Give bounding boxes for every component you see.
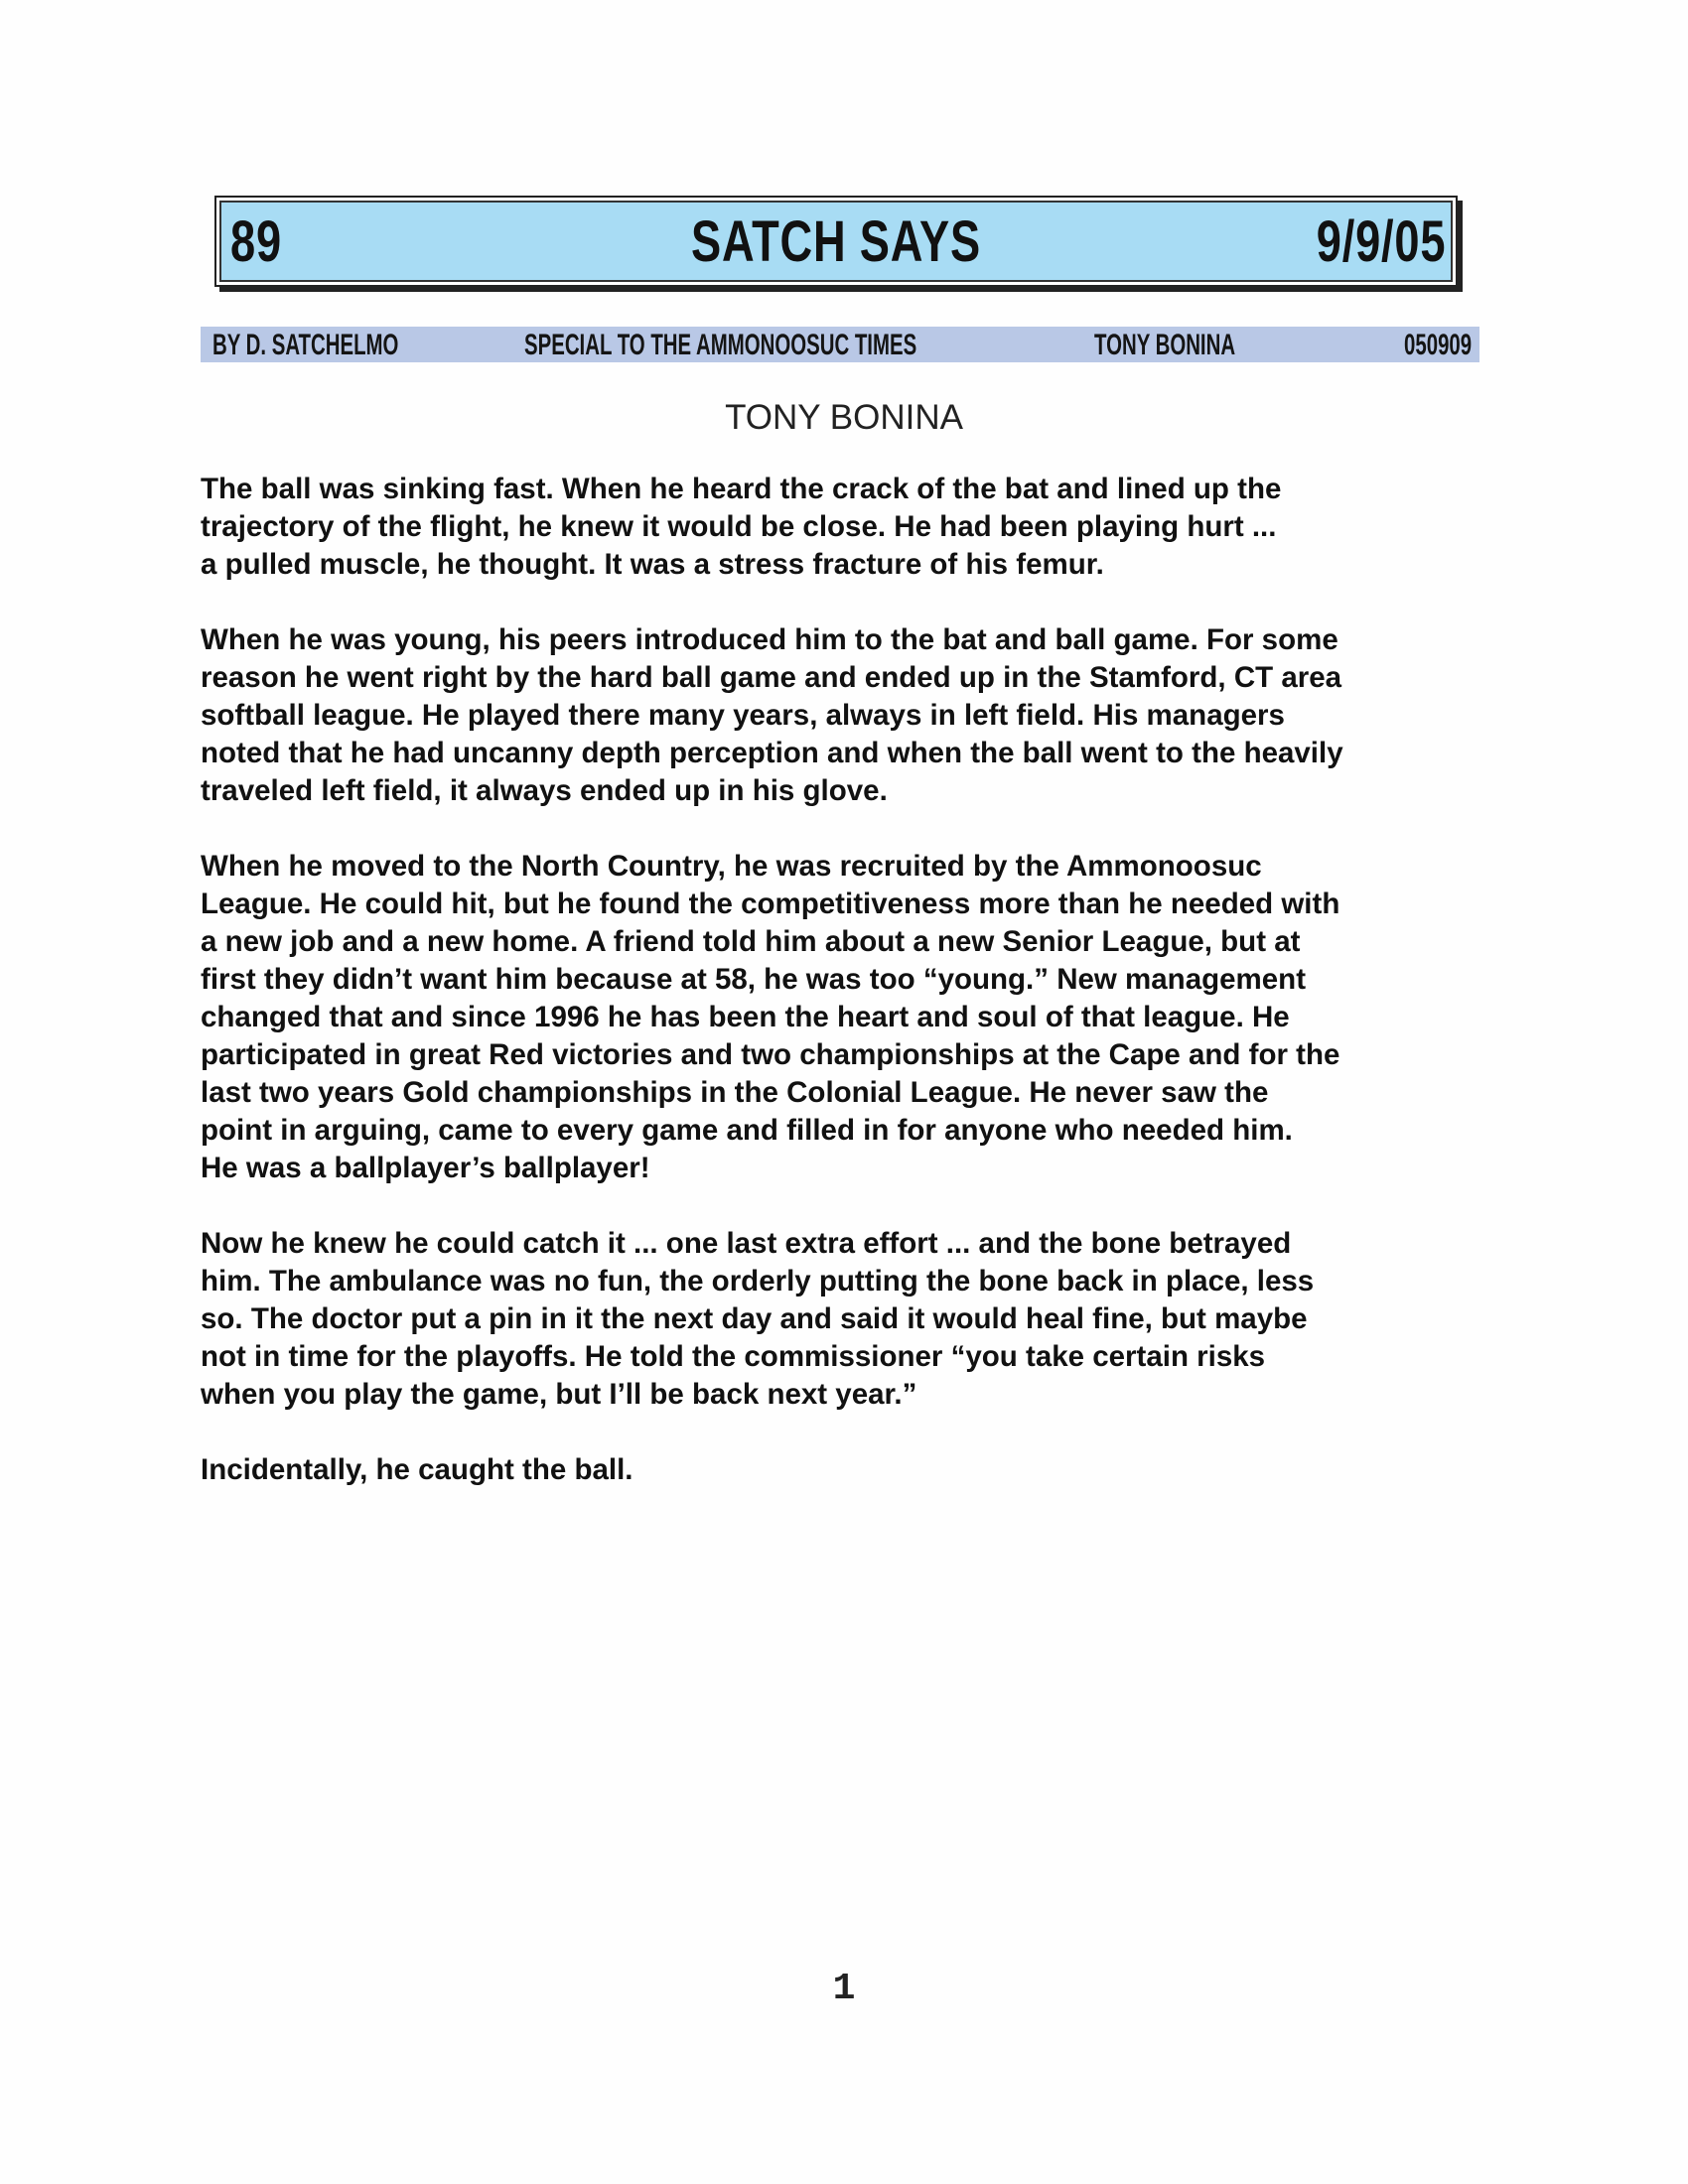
column-number: 89 — [230, 209, 282, 274]
byline-subject: TONY BONINA — [1094, 329, 1236, 361]
article-paragraph: Now he knew he could catch it ... one last extra effort ... and the bone betrayed him. The ambulance was no fun, the orderly putting the bone back in place, less so. The doctor put a pin in it the next day and said it would heal fine, but maybe not in time for the playoffs. He told the commissioner “you take certain risks when you play the game, but I’ll be back next year.” — [201, 1227, 1315, 1411]
article-paragraph: Incidentally, he caught the ball. — [201, 1453, 633, 1486]
column-title-banner — [214, 196, 1458, 287]
article-paragraph: When he moved to the North Country, he was recruited by the Ammonoosuc League. He could hit, but he found the competitiveness more than he needed with a new job and a new home. A friend told him about a new Senior League, but at first they didn’t want him because at 58, he was too “young.” New management changed that and since 1996 he has been the heart and soul of that league. He participated in great Red victories and two championships at the Cape and for the last two years Gold championships in the Colonial League. He never saw the point in arguing, came to every game and filled in for anyone who needed him. He was a ballplayer’s ballplayer! — [201, 850, 1340, 1184]
byline-publication: SPECIAL TO THE AMMONOOSUC TIMES — [524, 329, 917, 361]
article-body — [201, 471, 1491, 1527]
article-paragraph: When he was young, his peers introduced him to the bat and ball game. For some reason he went right by the hard ball game and ended up in the Stamford, CT area softball league. He played there many years, always in left field. His managers noted that he had uncanny depth perception and when the ball went to the heavily traveled left field, it always ended up in his glove. — [201, 623, 1343, 807]
article-heading: TONY BONINA — [725, 398, 963, 437]
column-title: SATCH SAYS — [691, 209, 981, 274]
page-number: 1 — [832, 1968, 856, 2010]
byline-bar — [201, 327, 1479, 362]
byline-author: BY D. SATCHELMO — [212, 329, 399, 361]
article-paragraph: The ball was sinking fast. When he heard the crack of the bat and lined up the trajectory of the flight, he knew it would be close. He had been playing hurt ... a pulled muscle, he thought. It was a stress fracture of his femur. — [201, 473, 1282, 581]
column-date: 9/9/05 — [1316, 209, 1446, 274]
byline-code: 050909 — [1403, 329, 1472, 361]
